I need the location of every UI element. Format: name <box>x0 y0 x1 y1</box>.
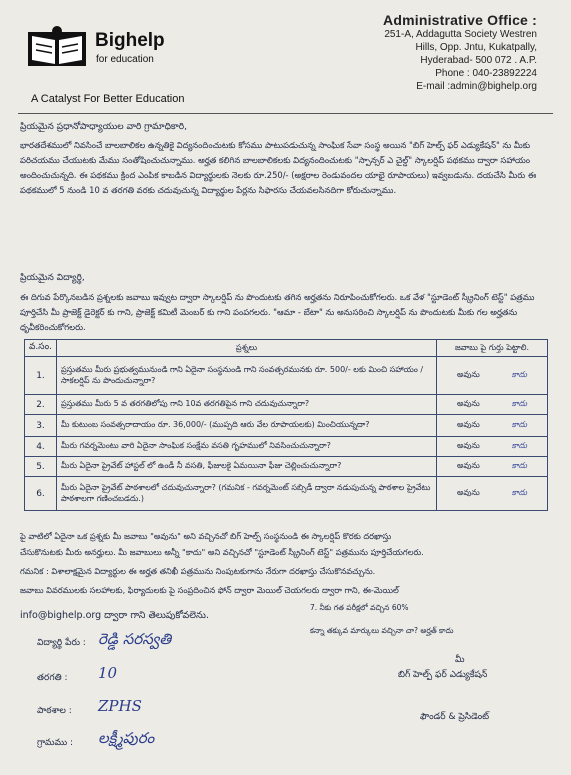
village-value[interactable]: లక్ష్మీపురం <box>98 729 155 747</box>
office-line: Hyderabad- 500 072 . A.P. <box>420 55 537 66</box>
instruction-line: పై వాటిలో ఏదైనా ఒక ప్రశ్నకు మీ జవాబు "అవును" అని వచ్చినచో బిగ్ హెల్ప్ సంస్థనుండి ఈ స్కాలర్షిప్ కొరకు దరఖాస్తు <box>20 531 392 541</box>
question-number: 1. <box>25 357 57 395</box>
answer-yes-option[interactable]: అవును <box>456 441 480 450</box>
table-row <box>25 457 548 477</box>
eligibility-question-table <box>24 339 548 511</box>
question-text: మీరు ఏదైనా ప్రైవేట్ పాఠశాలలో చదువుచున్నారా? (గమనిక - గవర్నమెంట్ సబ్సిడీ ద్వారా నడుపుచున్న పాఠశాల ప్రైవేటు పాఠశాలగా గణించబడదు.) <box>57 477 437 511</box>
table-row <box>25 415 548 437</box>
table-row <box>25 437 548 457</box>
salutation-headmaster: ప్రియమైన ప్రధానోపాధ్యాయుల వారి గ్రామాధికారి, <box>20 122 187 132</box>
answer-no-option[interactable]: కాదు <box>511 441 528 450</box>
signoff-yours: మీ <box>455 655 465 665</box>
office-line: Hills, Opp. Jntu, Kukatpally, <box>415 42 537 53</box>
student-name-value[interactable]: రెడ్డి సరస్వతి <box>98 630 172 648</box>
table-header-row <box>25 340 548 357</box>
question-text: మీరు గవర్నమెంటు వారి ఏదైనా సాంఘిక సంక్షేమ వసతి గృహములో నివసించుచున్నారా? <box>57 437 437 457</box>
question-text: మీ కుటుంబ సంవత్సరాదాయం రూ. 36,000/- (ముప్పది ఆరు వేల రూపాయలకు) మించియున్నదా? <box>57 415 437 437</box>
answer-no-option[interactable]: కాదు <box>511 420 528 429</box>
answer-yes-option[interactable]: అవును <box>456 420 480 429</box>
school-value[interactable]: ZPHS <box>98 697 142 715</box>
answer-yes-option[interactable]: అవును <box>456 488 480 497</box>
letter-paragraph-1: భారతదేశములో నివసించే బాలబాలికల ఉన్నతికై విద్యనందించుటకు కోసము పాటుపడుచున్న సాంఘిక సేవా సంస్థ అయిన "బిగ్ హెల్ప్ ఫర్ ఎడ్యుకేషన్" ను మీకు పరిచయము చేయుటకు మేము సంతోషించుచున్నాము. అర్హత కలిగిన బాలబాలికలకు విద్యనందించుటకు "స్పాన్సర్ ఎ చైల్డ్" స్కాలర్షిప్ పథకము ద్వారా సహాయం అందించుచున్నది. ఈ పథకము క్రింద ఎంపిక కాబడిన విద్యార్థులకు నెలకు రూ.250/- (అక్షరాల రెండువందల యాభై రూపాయలు) ఇవ్వబడును. దయచేసి మీరు ఈ పథకములో 5 నుండి 10 వ తరగతి వరకు చదువుచున్న విద్యార్థుల పేర్లను సిఫారసు చేయవలసినదిగా కోరుచున్నాము. <box>20 140 537 195</box>
table-row <box>25 395 548 415</box>
salutation-student: ప్రియమైన విద్యార్థి, <box>20 273 85 283</box>
instruction-line: చేసుకొనుటకు మీరు అనర్హులు. మీ జవాబులు అన్నీ "కాదు" అని వచ్చినచో "స్టూడెంట్ స్క్రీనింగ్ టెస్ట్" పత్రమును పూర్తిచేయగలరు. <box>20 547 424 557</box>
question-number: 6. <box>25 477 57 511</box>
answer-no-option[interactable]: కాదు <box>511 488 528 497</box>
signoff-organization: బిగ్ హెల్ప్ ఫర్ ఎడ్యుకేషన్ <box>398 670 488 680</box>
handwritten-note: కన్నా తక్కువ మార్కులు వచ్చినా చా? అర్హత్ కాదు <box>310 626 454 635</box>
office-title: Administrative Office : <box>383 12 537 28</box>
office-phone: Phone : 040-23892224 <box>435 68 537 79</box>
brand-name: Bighelp <box>95 30 165 51</box>
column-header-number: వ.సం. <box>25 340 57 357</box>
village-label: గ్రామము : <box>37 738 74 748</box>
column-header-question: ప్రశ్నలు <box>57 340 437 357</box>
office-email: E-mail :admin@bighelp.org <box>416 81 537 92</box>
signoff-designation: ఫౌండర్ & ప్రెసిడెంట్ <box>420 712 490 722</box>
school-label: పాఠశాల : <box>37 706 72 716</box>
answer-no-option[interactable]: కాదు <box>511 461 528 470</box>
answer-yes-option[interactable]: అవును <box>456 399 480 408</box>
answer-no-option[interactable]: కాదు <box>511 370 528 379</box>
class-value[interactable]: 10 <box>98 664 118 682</box>
question-number: 4. <box>25 437 57 457</box>
note-line: గమనిక : విశాలాక్షమైన విద్యార్థుల ఈ అర్హత తనిఖీ పత్రమును నింపుటకుగాను నేరుగా దరఖాస్తు చేసుకొనవచ్చును. <box>20 566 376 576</box>
contact-line: జవాబు వివరములకు సలహాలకు, ఫిర్యాదులకు పై సంప్రదించిన ఫోన్ ద్వారా మెయిల్ చెయగలరు ద్వారా గాని, ఈ-మెయిల్ <box>20 585 399 595</box>
question-text: ప్రస్తుతము మీరు ప్రభుత్వమునుండి గాని ఏదైనా సంస్థనుండి గాని సంవత్సరమునకు రూ. 500/- లకు మించి సహాయం / సాకలర్షిప్ ను పొందుచున్నారా? <box>57 357 437 395</box>
question-text: ప్రస్తుతము మీరు 5 వ తరగతిలోపు గాని 10వ తరగతిపైన గాని చదువుచున్నారా? <box>57 395 437 415</box>
answer-yes-option[interactable]: అవును <box>456 370 480 379</box>
contact-email: info@bighelp.org ద్వారా గాని తెలుపుకోవలెను. <box>20 610 209 621</box>
book-logo-icon <box>26 24 88 70</box>
handwritten-note: 7. నీకు గత పరీక్షలో వచ్చిన 60% <box>310 603 409 612</box>
table-row <box>25 477 548 511</box>
class-label: తరగతి : <box>37 673 68 683</box>
answer-yes-option[interactable]: అవును <box>456 461 480 470</box>
question-text: మీరు ఏదైనా ప్రైవేట్ హాస్టల్ లో ఉండీ నీ వసతి, ఫీజులకై ఏమయినా ఫీజు చెల్లించుచున్నారా? <box>57 457 437 477</box>
student-name-label: విద్యార్థి పేరు : <box>37 638 86 648</box>
office-line: 251-A, Addagutta Society Westren <box>384 29 537 40</box>
question-number: 2. <box>25 395 57 415</box>
column-header-answer: జవాబు పై గుర్తు పెట్టాలి. <box>437 340 548 357</box>
question-number: 3. <box>25 415 57 437</box>
question-number: 5. <box>25 457 57 477</box>
table-row <box>25 357 548 395</box>
tagline: A Catalyst For Better Education <box>31 93 185 105</box>
answer-no-option[interactable]: కాదు <box>511 399 528 408</box>
office-address-block <box>332 12 537 93</box>
header-divider <box>18 113 553 114</box>
brand-subtitle: for education <box>96 54 154 65</box>
letter-paragraph-2: ఈ దిగువ పేర్కొనబడిన ప్రశ్నలకు జవాబు ఇవ్వుట ద్వారా స్కాలర్షిప్ ను పొందుటకు తగిన అర్హతను నిరూపించుకోగలరు. ఒక వేళ "స్టూడెంట్ స్క్రీనింగ్ టెస్ట్" పత్రము పూర్తిచేసి మీ ప్రాజెక్ట్ డైరెక్టర్ కు గాని, ప్రాజెక్ట్ కమిటీ మెంబర్ కు గాని పంపగలరు. "ఆమా - బేటా" ను అనుసరించి స్కాలర్షిప్ ను పొందుటకు మీకు గల అర్హతను ధృవీకరించుకోగలరు. <box>20 292 535 332</box>
